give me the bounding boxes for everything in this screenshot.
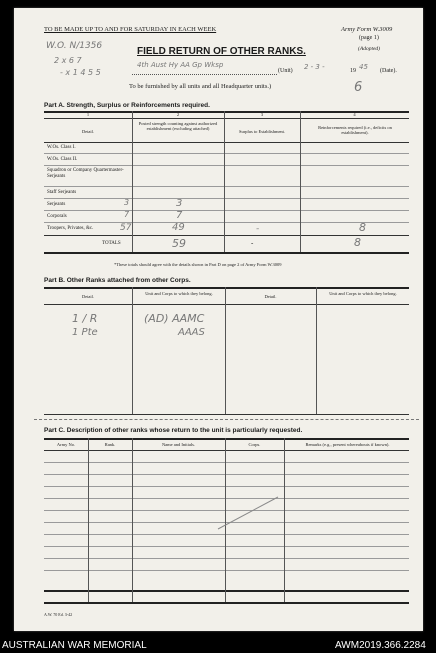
archive-accession: AWM2019.366.2284 — [335, 640, 426, 651]
header-posted-strength: Posted strength counting against authorized establishment (excluding attached) — [138, 121, 218, 131]
archive-credit: AUSTRALIAN WAR MEMORIAL — [2, 640, 147, 651]
year-prefix: 19 — [350, 68, 356, 74]
part-b-title: Part B. Other Ranks attached from other Corps. — [44, 277, 191, 284]
form-page — [14, 8, 423, 631]
totals-posted: 59 — [172, 237, 186, 250]
part-b-table — [44, 287, 409, 417]
row-troopers: Troopers, Privates, &c. — [47, 226, 94, 231]
part-a-footnote: *These totals should agree with the details shown in Part D on page 2 of Army Form W.3009 — [114, 262, 282, 267]
row-serjeants: Serjeants — [47, 202, 66, 207]
header-surplus: Surplus to Establishment. — [238, 129, 286, 134]
surplus-troopers: - — [256, 224, 260, 234]
header-detail: Detail. — [81, 129, 95, 134]
col-number-1: 1 — [86, 112, 90, 117]
reinf-troopers: 8 — [359, 221, 366, 234]
hand-serjeants-margin: 3 — [124, 198, 130, 207]
row-cqms-label: Squadron or Company Quartermaster-Serjeants — [47, 168, 124, 179]
part-b-header-corps-2: Unit and Corps to which they belong. — [329, 291, 397, 296]
row-cqms — [47, 168, 132, 180]
col-number-3: 3 — [260, 112, 264, 117]
part-c-header-remarks: Remarks (e.g., present whereabouts if known). — [305, 442, 390, 447]
part-c-header-corps: Corps. — [248, 442, 261, 447]
unit-label: (Unit) — [278, 68, 293, 74]
part-b-hand-corps-2: AAAS — [178, 327, 205, 338]
handwritten-line-2: 2 x 6 7 — [54, 56, 82, 65]
col-number-2: 2 — [176, 112, 180, 117]
form-number: Army Form W.3009 — [341, 26, 393, 33]
posted-troopers: 49 — [172, 222, 185, 233]
totals-reinforcements: 8 — [354, 236, 361, 249]
part-c-table — [44, 438, 409, 606]
page-number: (page 1) — [359, 35, 379, 41]
handwritten-date: 2 - 3 - — [304, 63, 325, 71]
row-wo-class-1: W.Os. Class I. — [47, 145, 76, 150]
unit-underline — [132, 74, 277, 75]
handwritten-six: 6 — [354, 80, 363, 95]
section-separator — [34, 419, 419, 420]
part-b-header-detail-2: Detail. — [264, 294, 277, 299]
col-number-4: 4 — [353, 112, 356, 117]
part-b-hand-detail-2: 1 Pte — [72, 327, 98, 338]
handwritten-year: 45 — [359, 63, 368, 71]
row-wo-class-2: W.Os. Class II. — [47, 157, 78, 162]
furnished-note: To be furnished by all units and all Headquarter units.) — [129, 83, 272, 90]
handwritten-reference: W.O. N/1356 — [46, 41, 103, 51]
form-title: FIELD RETURN OF OTHER RANKS. — [137, 46, 306, 57]
part-a-title: Part A. Strength, Surplus or Reinforcements required. — [44, 102, 210, 109]
totals-surplus: - — [251, 239, 254, 247]
date-label: (Date). — [380, 68, 397, 74]
row-staff-serjeants: Staff Serjeants — [47, 190, 77, 195]
posted-corporals: 7 — [176, 210, 183, 221]
part-c-header-rank: Rank. — [104, 442, 116, 447]
strike-through-mark — [214, 493, 284, 533]
form-footer-code: A.W. 70 Ed. 3-42 — [44, 612, 73, 617]
row-corporals: Corporals — [47, 214, 67, 219]
part-c-header-name: Name and Initials. — [161, 442, 196, 447]
part-b-hand-corps-1: (AD) AAMC — [144, 312, 205, 325]
totals-label: TOTALS — [102, 241, 121, 246]
part-c-title: Part C. Description of other ranks whose return to the unit is particularly requested. — [44, 427, 303, 434]
posted-serjeants: 3 — [176, 198, 183, 209]
part-b-header-corps-1: Unit and Corps to which they belong. — [145, 291, 213, 296]
hand-troopers-margin: 57 — [120, 223, 132, 233]
adopted-label: (Adopted) — [358, 46, 380, 52]
handwritten-unit: 4th Aust Hy AA Gp Wksp — [137, 61, 224, 69]
part-a-table — [44, 111, 409, 263]
handwritten-line-3: - x 1 4 5 5 — [60, 68, 101, 77]
part-b-hand-detail-1: 1 / R — [72, 312, 98, 325]
hand-corporals-margin: 7 — [124, 210, 130, 219]
header-reinforcements: Reinforcements required (i.e., deficits on establishment). — [318, 125, 392, 135]
part-c-header-army-no: Army No. — [56, 442, 76, 447]
part-b-header-detail-1: Detail. — [81, 294, 95, 299]
top-note: TO BE MADE UP TO AND FOR SATURDAY IN EACH WEEK — [44, 26, 217, 33]
